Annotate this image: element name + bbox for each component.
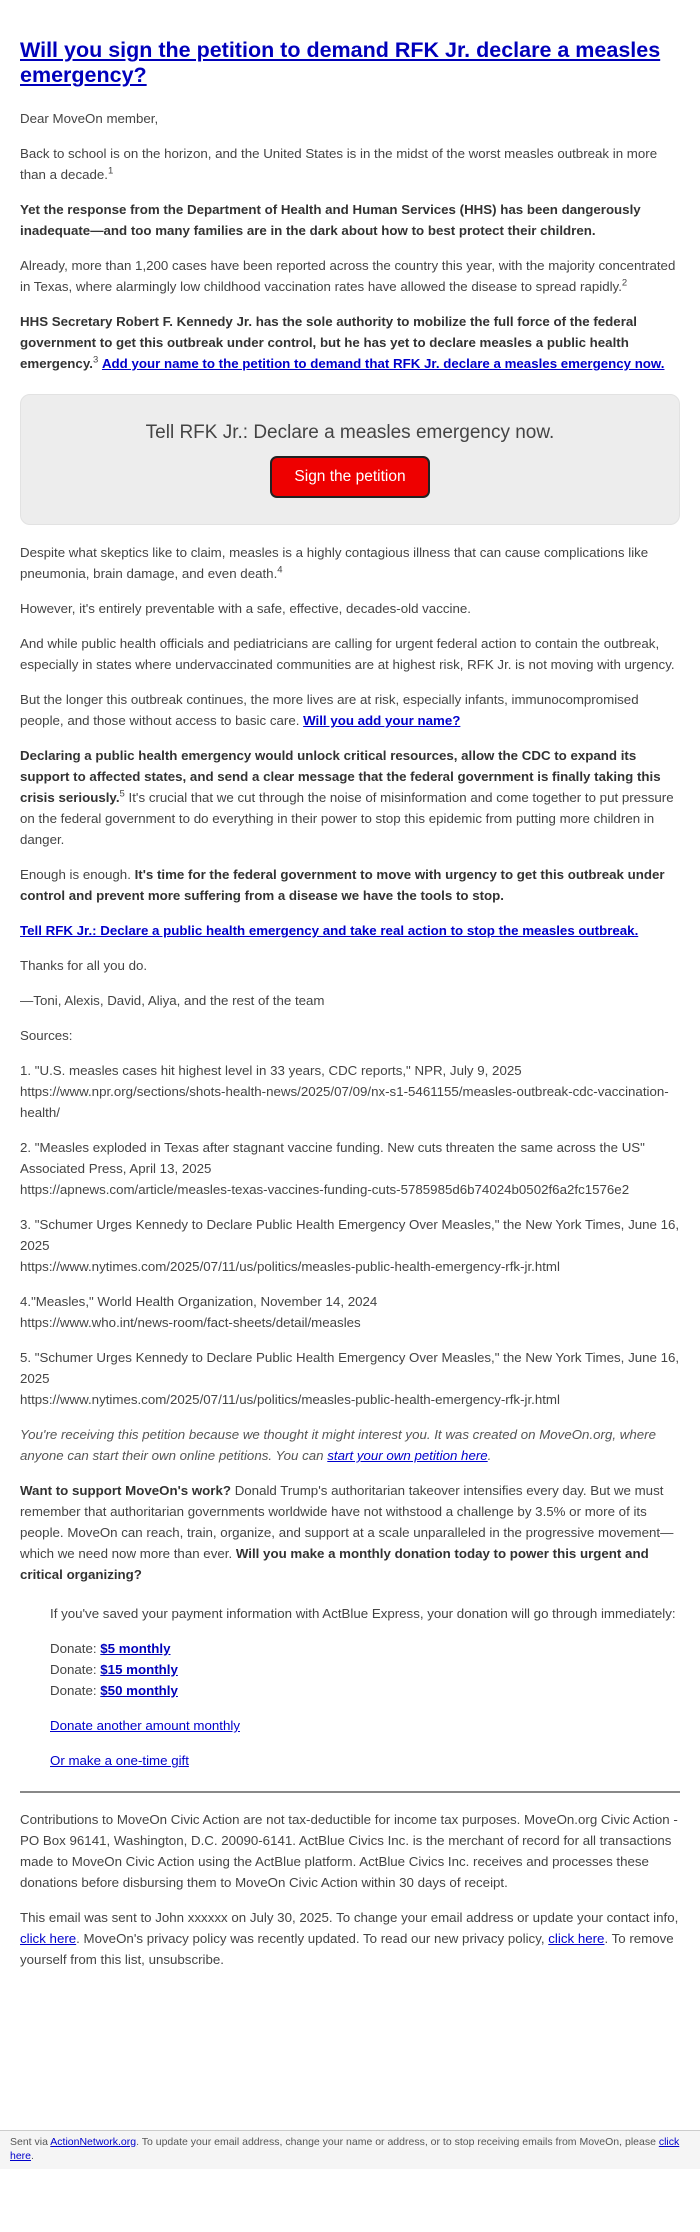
headline-link[interactable]: Will you sign the petition to demand RFK Jr. declare a measles emergency? (20, 38, 661, 87)
sign-petition-button[interactable]: Sign the petition (270, 456, 429, 498)
paragraph-8-text: But the longer this outbreak continues, the more lives are at risk, especially infants, immunocompromised people, and those without access to basic care. (20, 692, 639, 728)
donate-15-monthly-link[interactable]: $15 monthly (100, 1662, 178, 1677)
source-item (20, 1137, 680, 1200)
one-time-gift-row (50, 1750, 680, 1771)
paragraph-4-bold: HHS Secretary Robert F. Kennedy Jr. has the sole authority to mobilize the full force of the federal government to get this outbreak under control, but he has yet to declare measles a public health emergency. (20, 314, 637, 371)
donate-label: Donate: (50, 1683, 97, 1698)
start-petition-link[interactable]: start your own petition here (327, 1448, 488, 1463)
paragraph-4 (20, 311, 680, 374)
paragraph-5 (20, 542, 680, 584)
donate-intro: If you've saved your payment information with ActBlue Express, your donation will go through immediately: (50, 1606, 676, 1621)
paragraph-2 (20, 199, 680, 241)
signoff: —Toni, Alexis, David, Aliya, and the rest of the team (20, 993, 325, 1008)
headline (20, 38, 680, 88)
paragraph-2-text: Yet the response from the Department of Health and Human Services (HHS) has been dangerously inadequate—and too many families are in the dark about how to best protect their children. (20, 202, 641, 238)
source-item (20, 1347, 680, 1410)
source-item (20, 1214, 680, 1277)
source-url: https://www.nytimes.com/2025/07/11/us/politics/measles-public-health-emergency-rfk-jr.html (20, 1259, 560, 1274)
donate-50-monthly-link[interactable]: $50 monthly (100, 1683, 178, 1698)
paragraph-5-text: Despite what skeptics like to claim, measles is a highly contagious illness that can cause complications like pneumonia, brain damage, and even death. (20, 545, 649, 581)
emergency-petition-link[interactable]: Tell RFK Jr.: Declare a public health emergency and take real action to stop the measles outbreak. (20, 923, 639, 938)
source-citation: 2. "Measles exploded in Texas after stagnant vaccine funding. New cuts threaten the same across the US" Associated Press, April 13, 2025 (20, 1140, 645, 1176)
source-citation: 3. "Schumer Urges Kennedy to Declare Public Health Emergency Over Measles," the New York Times, June 16, 2025 (20, 1217, 680, 1253)
footer-bar (0, 2130, 700, 2169)
footer-end: . (31, 2150, 34, 2162)
paragraph-9-bold: Declaring a public health emergency would unlock critical resources, allow the CDC to expand its support to affected states, and send a clear message that the federal government is finally taking this crisis seriously. (20, 748, 661, 805)
donate-block (20, 1603, 680, 1771)
paragraph-10 (20, 864, 680, 906)
donate-option (50, 1638, 680, 1659)
source-citation: 5. "Schumer Urges Kennedy to Declare Public Health Emergency Over Measles," the New York Times, June 16, 2025 (20, 1350, 680, 1386)
paragraph-7: And while public health officials and pediatricians are calling for urgent federal action to contain the outbreak, especially in states where undervaccinated communities are at highest risk, RFK Jr. is not moving with urgency. (20, 636, 675, 672)
donate-option (50, 1680, 680, 1701)
donate-another-row (50, 1715, 680, 1736)
action-network-link[interactable]: ActionNetwork.org (50, 2136, 137, 2148)
source-url: https://www.nytimes.com/2025/07/11/us/politics/measles-public-health-emergency-rfk-jr.html (20, 1392, 560, 1407)
footnote-ref: 4 (277, 564, 283, 576)
paragraph-6: However, it's entirely preventable with a safe, effective, decades-old vaccine. (20, 601, 471, 616)
sent-info-text-2: . MoveOn's privacy policy was recently updated. To read our new privacy policy, (76, 1931, 545, 1946)
support-text: Donald Trump's authoritarian takeover intensifies every day. But we must remember that authoritarian governments worldwide have not withstood a challenge by 3.5% or more of its people. MoveOn can reach, train, organize, and support at a scale unparalleled in the progressive movement—which we need now more than ever. (20, 1483, 674, 1561)
thanks: Thanks for all you do. (20, 958, 148, 973)
add-name-link[interactable]: Will you add your name? (303, 713, 461, 728)
footnote-ref: 1 (107, 165, 114, 177)
footer-prefix: Sent via (10, 2136, 48, 2148)
email-body (0, 38, 700, 1970)
paragraph-1-text: Back to school is on the horizon, and the United States is in the midst of the worst measles outbreak in more than a decade. (20, 146, 658, 182)
footer-text: . To update your email address, change your name or address, or to stop receiving emails from MoveOn, please (136, 2136, 656, 2148)
source-citation: 1. "U.S. measles cases hit highest level in 33 years, CDC reports," NPR, July 9, 2025 (20, 1063, 522, 1078)
paragraph-10-text: Enough is enough. (20, 867, 131, 882)
cta-heading: Tell RFK Jr.: Declare a measles emergency now. (145, 422, 555, 443)
footnote-ref: 2 (621, 277, 628, 289)
paragraph-11 (20, 920, 680, 941)
note-text: You're receiving this petition because we thought it might interest you. It was created on MoveOn.org, where anyone can start their own online petitions. You can (20, 1427, 656, 1463)
footer-click-here-link[interactable]: click here (10, 2136, 680, 2162)
paragraph-3 (20, 255, 680, 297)
source-item (20, 1291, 680, 1333)
sent-info-text: This email was sent to John xxxxxx on July 30, 2025. To change your email address or update your contact info, (20, 1910, 679, 1925)
email-sent-info (20, 1907, 680, 1970)
paragraph-9-text: It's crucial that we cut through the noise of misinformation and come together to put pressure on the federal government to do everything in their power to stop this epidemic from putting more children in danger. (20, 790, 674, 847)
sources-list (20, 1060, 680, 1410)
greeting: Dear MoveOn member, (20, 111, 159, 126)
donate-label: Donate: (50, 1662, 97, 1677)
sent-info-text-3: . To remove yourself from this list, unsubscribe. (20, 1931, 674, 1967)
support-paragraph (20, 1480, 680, 1585)
divider (20, 1791, 680, 1793)
source-url: https://apnews.com/article/measles-texas-vaccines-funding-cuts-5785985d6b74024b0502f6a2fc1576e2 (20, 1182, 630, 1197)
support-ask: Will you make a monthly donation today to power this urgent and critical organizing? (20, 1546, 649, 1582)
privacy-policy-link[interactable]: click here (548, 1931, 605, 1946)
source-item (20, 1060, 680, 1123)
support-lead: Want to support MoveOn's work? (20, 1483, 231, 1498)
one-time-gift-link[interactable]: Or make a one-time gift (50, 1753, 189, 1768)
note-end: . (487, 1448, 492, 1463)
legal-disclaimer: Contributions to MoveOn Civic Action are not tax-deductible for income tax purposes. MoveOn.org Civic Action - PO Box 96141, Washington, D.C. 20090-6141. ActBlue Civics Inc. is the merchant of record for all transactions made to MoveOn Civic Action using the ActBlue platform. ActBlue Civics Inc. receives and processes these donations before disbursing them to MoveOn Civic Action within 30 days of receipt. (20, 1812, 678, 1890)
footnote-ref: 3 (92, 354, 99, 366)
paragraph-3-text: Already, more than 1,200 cases have been reported across the country this year, with the majority concentrated in Texas, where alarmingly low childhood vaccination rates have allowed the disease to spread rapidly. (20, 258, 676, 294)
petition-link[interactable]: Add your name to the petition to demand that RFK Jr. declare a measles emergency now. (101, 356, 665, 371)
footnote-ref: 5 (119, 788, 125, 800)
paragraph-1 (20, 143, 680, 185)
donate-label: Donate: (50, 1641, 97, 1656)
petition-cta-box (20, 394, 680, 525)
sources-label: Sources: (20, 1028, 73, 1043)
donate-option (50, 1659, 680, 1680)
paragraph-10-bold: It's time for the federal government to move with urgency to get this outbreak under control and prevent more suffering from a disease we have the tools to stop. (20, 867, 665, 903)
donate-another-amount-link[interactable]: Donate another amount monthly (50, 1718, 240, 1733)
petition-origin-note (20, 1424, 680, 1466)
source-url: https://www.npr.org/sections/shots-health-news/2025/07/09/nx-s1-5461155/measles-outbreak-cdc-vaccination-health/ (20, 1084, 669, 1120)
source-citation: 4."Measles," World Health Organization, November 14, 2024 (20, 1294, 378, 1309)
source-url: https://www.who.int/news-room/fact-sheets/detail/measles (20, 1315, 361, 1330)
update-contact-link[interactable]: click here (20, 1931, 77, 1946)
paragraph-9 (20, 745, 680, 850)
paragraph-8 (20, 689, 680, 731)
donate-5-monthly-link[interactable]: $5 monthly (100, 1641, 171, 1656)
